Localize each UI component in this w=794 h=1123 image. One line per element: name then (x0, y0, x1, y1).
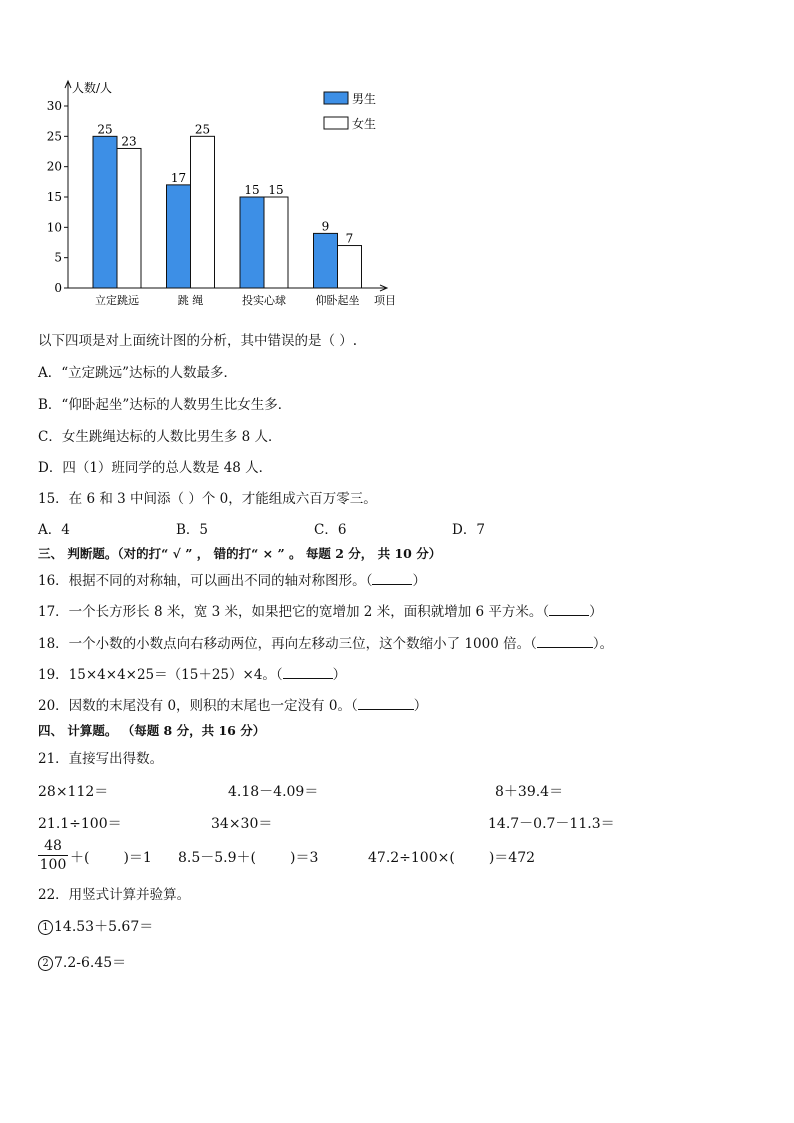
q18-answer-blank[interactable] (537, 635, 593, 648)
q21-stem: 21．直接写出得数。 (38, 751, 164, 767)
bar-男生-0 (93, 136, 117, 288)
category-label: 仰卧起坐 (315, 294, 360, 307)
q16-text: 16．根据不同的对称轴，可以画出不同的轴对称图形。 (38, 573, 366, 589)
q17-answer-blank[interactable] (549, 603, 589, 616)
y-axis-label: 人数/人 (72, 81, 113, 95)
q19: 19．15×4×4×25＝（15＋25）×4。（ ） (38, 667, 347, 683)
y-tick-label: 5 (54, 250, 62, 265)
bar-女生-1 (191, 136, 215, 288)
circled-number-1: 1 (38, 920, 53, 935)
chart-legend (324, 91, 376, 131)
q20: 20．因数的末尾没有 0，则积的末尾也一定没有 0。（ ） (38, 698, 428, 714)
y-tick-label: 15 (46, 190, 62, 204)
q20-answer-blank[interactable] (358, 697, 414, 710)
data-label: 23 (121, 134, 137, 149)
category-label: 投实心球 (242, 294, 286, 307)
calc-r1c2: 4.18－4.09＝ (228, 784, 319, 800)
y-tick-label: 10 (46, 220, 62, 235)
bar-女生-2 (264, 197, 288, 288)
fraction-numerator: 48 (38, 838, 68, 856)
chart-bars (93, 136, 362, 288)
chart-ticks (47, 99, 68, 295)
q15-option-d: D．7 (452, 522, 485, 538)
legend-label: 女生 (352, 117, 377, 131)
bar-男生-1 (167, 185, 191, 288)
y-tick-label: 30 (46, 99, 62, 113)
q16-answer-blank[interactable] (372, 572, 412, 585)
legend-swatch (324, 117, 348, 129)
q14-stem: 以下四项是对上面统计图的分析，其中错误的是（ ）. (38, 333, 358, 349)
q15-option-b: B．5 (176, 522, 209, 538)
bar-女生-0 (117, 148, 141, 288)
calc-r2c3: 14.7－0.7－11.3＝ (488, 816, 615, 832)
q22-part1: 1 14.53＋5.67＝ (38, 916, 153, 936)
data-label: 25 (97, 122, 113, 137)
q19-text: 19．15×4×4×25＝（15＋25）×4。 (38, 667, 276, 683)
calc-r2c2: 34×30＝ (211, 816, 273, 832)
q20-text: 20．因数的末尾没有 0，则积的末尾也一定没有 0。 (38, 698, 351, 714)
fraction-denominator: 100 (39, 857, 67, 873)
calc-r3c2: 8.5－5.9＋( )＝3 (178, 850, 319, 866)
q15-stem: 15．在 6 和 3 中间添（ ）个 0，才能组成六百万零三。 (38, 491, 377, 507)
calc-r3c3: 47.2÷100×( )＝472 (368, 850, 536, 866)
q18: 18．一个小数的小数点向右移动两位，再向左移动三位，这个数缩小了 1000 倍。（ ）。 (38, 636, 614, 652)
q14-option-c: C．女生跳绳达标的人数比男生多 8 人． (38, 429, 282, 445)
q14-option-b: B．“仰卧起坐”达标的人数男生比女生多． (38, 397, 292, 413)
q16: 16．根据不同的对称轴，可以画出不同的轴对称图形。（ ） (38, 573, 426, 589)
category-label: 跳 绳 (177, 294, 204, 307)
y-tick-label: 25 (46, 129, 62, 144)
y-tick-label: 20 (46, 159, 62, 174)
data-label: 7 (345, 231, 354, 246)
bar-男生-3 (314, 233, 338, 288)
section4-heading: 四、 计算题。 （每题 8 分，共 16 分） (38, 723, 266, 738)
category-label: 立定跳远 (95, 294, 139, 307)
y-tick-label: 0 (54, 281, 62, 295)
q17-text: 17．一个长方形长 8 米，宽 3 米，如果把它的宽增加 2 米，面积就增加 6 平方米。 (38, 604, 543, 620)
q22-part2: 2 7.2-6.45＝ (38, 952, 126, 972)
section3-heading: 三、 判断题。（对的打“ √ ” ， 错的打“ × ” 。 每题 2 分， 共 10 分） (38, 546, 442, 561)
calc-r2c1: 21.1÷100＝ (38, 816, 122, 832)
data-label: 9 (321, 219, 330, 234)
q19-answer-blank[interactable] (283, 666, 333, 679)
q15-option-c: C．6 (314, 522, 347, 538)
q15-option-a: A．4 (38, 522, 70, 538)
q14-option-a: A．“立定跳远”达标的人数最多． (38, 365, 238, 381)
calc-r3c1: ＋( )＝1 (70, 850, 152, 866)
circled-number-2: 2 (38, 956, 53, 971)
data-label: 15 (244, 183, 260, 197)
bar-chart (36, 76, 416, 316)
bar-男生-2 (240, 197, 264, 288)
q18-text: 18．一个小数的小数点向右移动两位，再向左移动三位，这个数缩小了 1000 倍。 (38, 636, 531, 652)
calc-r1c3: 8＋39.4＝ (495, 784, 564, 800)
calc-r1c1: 28×112＝ (38, 784, 109, 800)
legend-label: 男生 (352, 92, 377, 106)
data-label: 15 (268, 183, 284, 197)
data-label: 25 (194, 122, 211, 137)
q17: 17．一个长方形长 8 米，宽 3 米，如果把它的宽增加 2 米，面积就增加 6 平方米。（ ） (38, 604, 603, 620)
fraction-48-100 (38, 838, 68, 873)
legend-swatch (324, 92, 348, 104)
x-axis-label: 项目 (374, 294, 396, 307)
data-label: 17 (170, 170, 187, 185)
q14-option-d: D．四（1）班同学的总人数是 48 人． (38, 460, 273, 476)
bar-女生-3 (338, 246, 362, 288)
q22-stem: 22．用竖式计算并验算。 (38, 887, 191, 903)
